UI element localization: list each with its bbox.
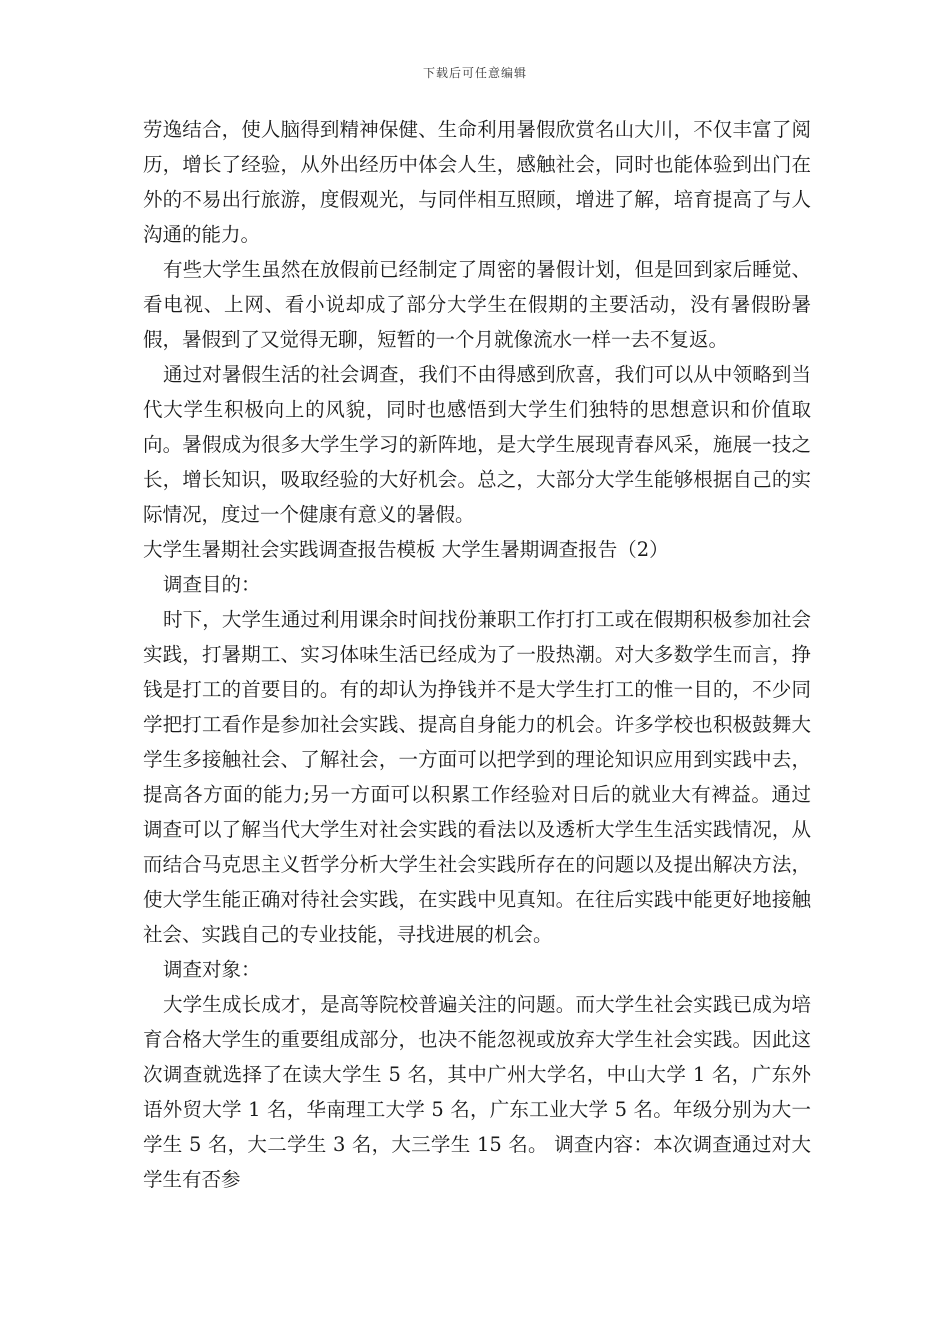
report-title-2: 大学生暑期社会实践调查报告模板 大学生暑期调查报告（2） bbox=[143, 538, 669, 561]
paragraph-survey-purpose: 时下，大学生通过利用课余时间找份兼职工作打打工或在假期积极参加社会实践，打暑期工、实习体味生活已经成为了一股热潮。对大多数学生而言，挣钱是打工的首要目的。有的却认为挣钱并不是大学生打工的惟一目的，不少同学把打工看作是参加社会实践、提高自身能力的机会。许多学校也积极鼓舞大学生多接触社会、了解社会，一方面可以把学到的理论知识应用到实践中去，提高各方面的能力;另一方面可以积累工作经验对日后的就业大有裨益。通过调查可以了解当代大学生对社会实践的看法以及透析大学生生活实践情况，从而结合马克思主义哲学分析大学生社会实践所存在的问题以及提出解决方法，使大学生能正确对待社会实践，在实践中见真知。在往后实践中能更好地接触社会、实践自己的专业技能，寻找进展的机会。 bbox=[143, 608, 811, 946]
paragraph-survey-conclusion: 通过对暑假生活的社会调查，我们不由得感到欣喜，我们可以从中领略到当代大学生积极向上的风貌，同时也感悟到大学生们独特的思想意识和价值取向。暑假成为很多大学生学习的新阵地，是大学生展现青春风采，施展一技之长，增长知识，吸取经验的大好机会。总之，大部分大学生能够根据自己的实际情况，度过一个健康有意义的暑假。 bbox=[143, 363, 811, 526]
section-label-purpose: 调查目的： bbox=[163, 573, 261, 596]
paragraph-unproductive-summer: 有些大学生虽然在放假前已经制定了周密的暑假计划，但是回到家后睡觉、看电视、上网、看小说却成了部分大学生在假期的主要活动，没有暑假盼暑假，暑假到了又觉得无聊，短暂的一个月就像流水一样一去不复返。 bbox=[143, 258, 811, 351]
page-header-note: 下载后可任意编辑 bbox=[422, 66, 527, 80]
paragraph-travel-benefits: 劳逸结合，使人脑得到精神保健、生命利用暑假欣赏名山大川，不仅丰富了阅历，增长了经验，从外出经历中体会人生，感触社会，同时也能体验到出门在外的不易出行旅游，度假观光，与同伴相互照顾，增进了解，培育提高了与人沟通的能力。 bbox=[143, 118, 811, 246]
document-body bbox=[143, 112, 811, 1197]
paragraph-survey-object: 大学生成长成才，是高等院校普遍关注的问题。而大学生社会实践已成为培育合格大学生的重要组成部分，也决不能忽视或放弃大学生社会实践。因此这次调查就选择了在读大学生 5 名，其中广州大学名，中山大学 1 名，广东外语外贸大学 1 名，华南理工大学 5 名，广东工业大学 5 名。年级分别为大一学生 5 名，大二学生 3 名，大三学生 15 名。 调查内容：本次调查通过对大学生有否参 bbox=[143, 993, 811, 1191]
section-label-object: 调查对象： bbox=[163, 958, 261, 981]
